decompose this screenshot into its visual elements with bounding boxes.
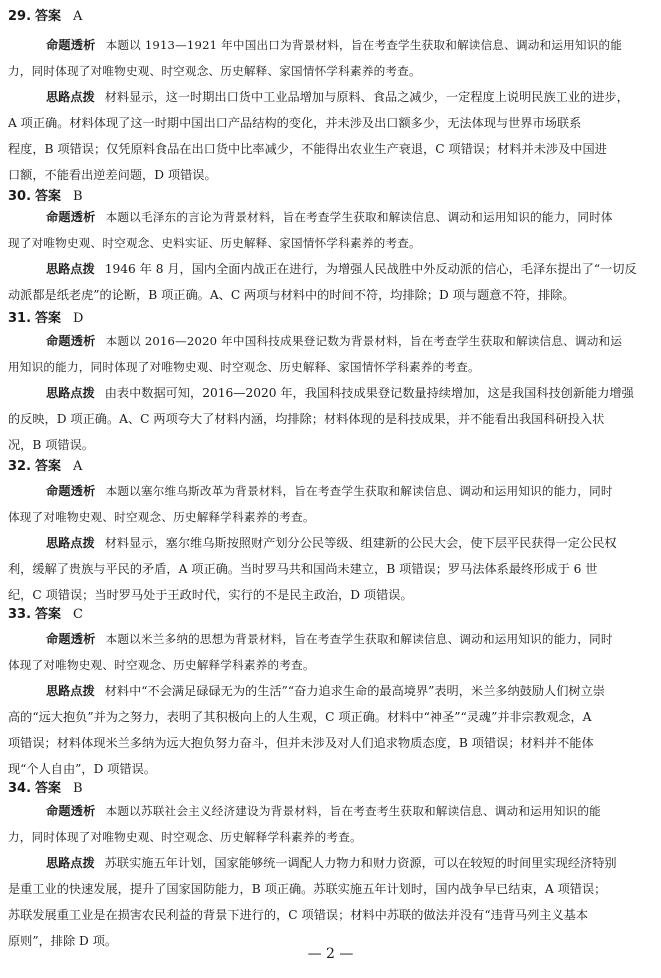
question-block xyxy=(8,328,656,458)
hint-line xyxy=(8,850,656,876)
analysis-line xyxy=(8,798,656,824)
answer-heading xyxy=(8,310,83,328)
analysis-text: 本题以毛泽东的言论为背景材料，旨在考查学生获取和解读信息、调动和运用知识的能力，同时体 xyxy=(105,210,613,224)
answer-heading xyxy=(8,780,83,798)
hint-line: 口额，不能看出逆差问题，D 项错误。 xyxy=(8,168,217,182)
hint-line: 的反映，D 项正确。A、C 两项夸大了材料内涵，均排除；材料体现的是科技成果，并不能看出我国科研投入状 xyxy=(8,412,605,426)
analysis-label: 命题透析 xyxy=(46,334,96,348)
answer-label: 答案 xyxy=(35,311,62,326)
hint-line xyxy=(8,678,656,704)
hint-line: 况，B 项错误。 xyxy=(8,438,94,452)
answer-label: 答案 xyxy=(35,459,62,474)
hint-line xyxy=(8,380,656,406)
analysis-line xyxy=(8,626,656,652)
hint-line: 动派都是纸老虎”的论断，B 项正确。A、C 两项与材料中的时间不符，均排除；D 项与题意不符，排除。 xyxy=(8,288,575,302)
hint-line: 程度，B 项错误；仅凭原料食品在出口货中比率减少，不能得出农业生产衰退，C 项错误；材料并未涉及中国进 xyxy=(8,142,607,156)
question-block xyxy=(8,798,656,954)
answer-letter: D xyxy=(73,311,84,326)
hint-line: 利，缓解了贵族与平民的矛盾，A 项正确。当时罗马共和国尚未建立，B 项错误；罗马法体系最终形成于 6 世 xyxy=(8,562,598,576)
analysis-label: 命题透析 xyxy=(46,210,96,224)
hint-text: 由表中数据可知，2016—2020 年，我国科技成果登记数量持续增加，这是我国科技创新能力增强 xyxy=(104,386,634,400)
hint-line: 纪，C 项错误；当时罗马处于王政时代，实行的不是民主政治，D 项错误。 xyxy=(8,588,413,602)
answer-label: 答案 xyxy=(35,9,62,24)
question-block xyxy=(8,32,656,188)
hint-line: 是重工业的快速发展，提升了国家国防能力，B 项正确。苏联实施五年计划时，国内战争早已结束，A 项错误； xyxy=(8,882,607,896)
answer-heading xyxy=(8,8,82,26)
question-number: 32. xyxy=(8,459,32,474)
hint-text: 材料中“不会满足碌碌无为的生活”“奋力追求生命的最高境界”表明，米兰多纳鼓励人们树立崇 xyxy=(104,684,605,698)
hint-label: 思路点拨 xyxy=(46,684,95,698)
answer-label: 答案 xyxy=(35,607,62,622)
answer-letter: A xyxy=(73,459,83,474)
hint-line xyxy=(8,256,656,282)
analysis-line: 体现了对唯物史观、时空观念、历史解释学科素养的考查。 xyxy=(8,658,315,672)
analysis-label: 命题透析 xyxy=(46,804,96,818)
question-block xyxy=(8,204,656,308)
hint-line: 现“个人自由”，D 项错误。 xyxy=(8,762,156,776)
analysis-label: 命题透析 xyxy=(46,38,96,52)
hint-line: 原则”，排除 D 项。 xyxy=(8,934,118,948)
answer-heading xyxy=(8,606,83,624)
answer-label: 答案 xyxy=(35,781,62,796)
analysis-line xyxy=(8,328,656,354)
analysis-line: 力，同时体现了对唯物史观、时空观念、历史解释学科素养的考查。 xyxy=(8,830,362,844)
question-number: 33. xyxy=(8,607,32,622)
hint-label: 思路点拨 xyxy=(46,856,95,870)
answer-letter: C xyxy=(73,607,83,622)
analysis-text: 本题以 1913—1921 年中国出口为背景材料，旨在考查学生获取和解读信息、调动和运用知识的能 xyxy=(105,38,623,52)
hint-text: 1946 年 8 月，国内全面内战正在进行，为增强人民战胜中外反动派的信心，毛泽东提出了“一切反 xyxy=(104,262,637,276)
hint-line xyxy=(8,530,656,556)
answer-letter: B xyxy=(73,781,83,796)
hint-text: 材料显示，塞尔维乌斯按照财产划分公民等级、组建新的公民大会，使下层平民获得一定公民权 xyxy=(104,536,617,550)
analysis-line: 体现了对唯物史观、时空观念、历史解释学科素养的考查。 xyxy=(8,510,315,524)
hint-text: 材料显示，这一时期出口货中工业品增加与原料、食品之减少，一定程度上说明民族工业的进步， xyxy=(104,90,629,104)
question-number: 34. xyxy=(8,781,32,796)
hint-label: 思路点拨 xyxy=(46,262,95,276)
question-block xyxy=(8,626,656,782)
answer-letter: A xyxy=(73,9,83,24)
answer-letter: B xyxy=(73,189,83,204)
analysis-line: 用知识的能力，同时体现了对唯物史观、时空观念、历史解释、家国情怀学科素养的考查。 xyxy=(8,360,480,374)
hint-label: 思路点拨 xyxy=(46,536,95,550)
page-number: — 2 — xyxy=(307,946,354,962)
analysis-text: 本题以塞尔维乌斯改革为背景材料，旨在考查学生获取和解读信息、调动和运用知识的能力，同时 xyxy=(105,484,613,498)
analysis-line: 现了对唯物史观、时空观念、史料实证、历史解释、家国情怀学科素养的考查。 xyxy=(8,236,421,250)
hint-label: 思路点拨 xyxy=(46,90,95,104)
answer-heading xyxy=(8,458,82,476)
answer-label: 答案 xyxy=(35,189,62,204)
question-number: 29. xyxy=(8,9,32,24)
analysis-text: 本题以米兰多纳的思想为背景材料，旨在考查学生获取和解读信息、调动和运用知识的能力，同时 xyxy=(105,632,613,646)
analysis-label: 命题透析 xyxy=(46,484,96,498)
analysis-line xyxy=(8,478,656,504)
hint-line: 苏联发展重工业是在损害农民利益的背景下进行的，C 项错误；材料中苏联的做法并没有“违背马列主义基本 xyxy=(8,908,589,922)
hint-text: 苏联实施五年计划，国家能够统一调配人力物力和财力资源，可以在较短的时间里实现经济特别 xyxy=(104,856,617,870)
question-number: 31. xyxy=(8,311,32,326)
hint-line: A 项正确。材料体现了这一时期中国出口产品结构的变化，并未涉及出口额多少，无法体现与世界市场联系 xyxy=(8,116,582,130)
hint-line xyxy=(8,84,656,110)
analysis-line xyxy=(8,32,656,58)
analysis-line: 力，同时体现了对唯物史观、时空观念、历史解释、家国情怀学科素养的考查。 xyxy=(8,64,421,78)
question-number: 30. xyxy=(8,189,32,204)
analysis-text: 本题以苏联社会主义经济建设为背景材料，旨在考查考生获取和解读信息、调动和运用知识的能 xyxy=(105,804,601,818)
analysis-line xyxy=(8,204,656,230)
question-block xyxy=(8,478,656,608)
hint-line: 高的“远大抱负”并为之努力，表明了其积极向上的人生观，C 项正确。材料中“神圣”“灵魂”并非宗教观念，A xyxy=(8,710,592,724)
hint-label: 思路点拨 xyxy=(46,386,95,400)
analysis-label: 命题透析 xyxy=(46,632,96,646)
hint-line: 项错误；材料体现米兰多纳为远大抱负努力奋斗，但并未涉及对人们追求物质态度，B 项错误；材料并不能体 xyxy=(8,736,594,750)
analysis-text: 本题以 2016—2020 年中国科技成果登记数为背景材料，旨在考查学生获取和解读信息、调动和运 xyxy=(105,334,623,348)
